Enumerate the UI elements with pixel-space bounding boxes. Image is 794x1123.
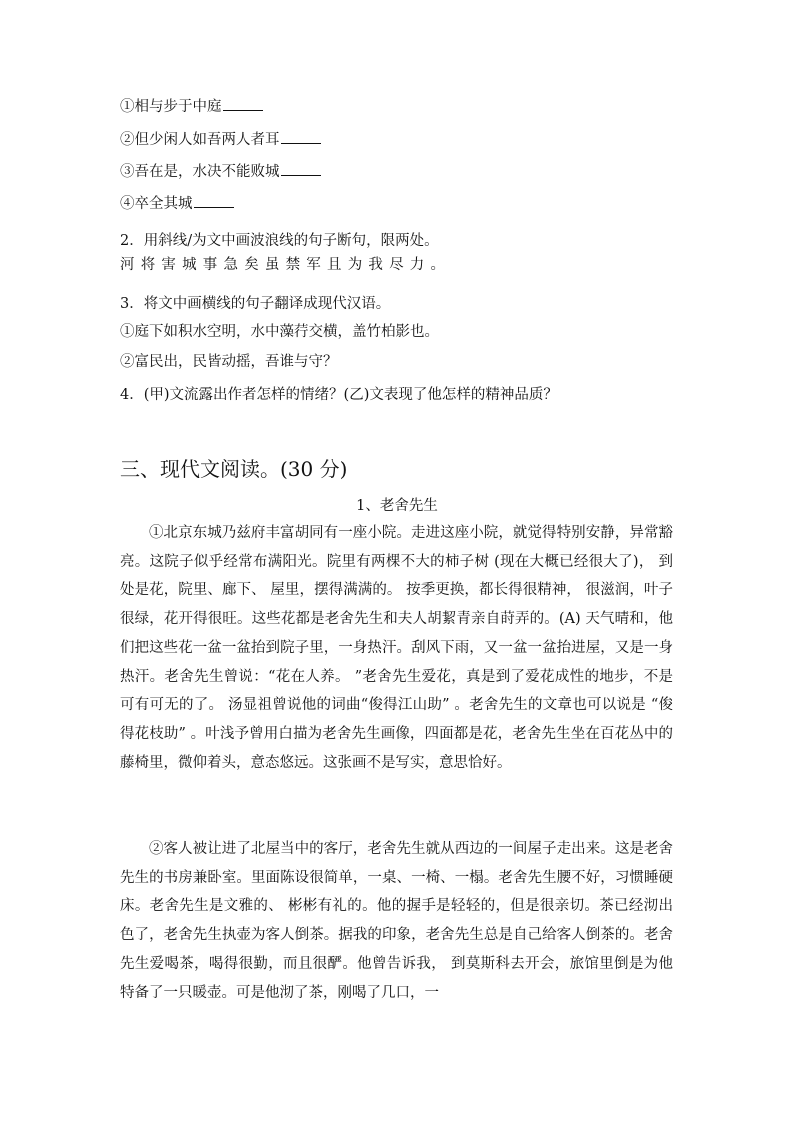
article-paragraph-2: ②客人被让进了北屋当中的客厅，老舍先生就从西边的一间屋子走出来。这是老舍先生的书房兼卧室。里面陈设很简单，一桌、一椅、一榻。老舍先生腰不好，习惯睡硬床。老舍先生是文雅的、 彬彬有礼的。他的握手是轻轻的，但是很亲切。茶已经沏出色了，老舍先生执壶为客人倒茶。据我的印象，老舍先生总是自己给客人倒茶的。老舍先生爱喝茶，喝得很勤，而且很酽。他曾告诉我， 到莫斯科去开会，旅馆里倒是为他特备了一只暖壶。可是他沏了茶，刚喝了几口，一 bbox=[120, 841, 673, 1001]
q2-sentence: 河将害城事急矣虽禁军且为我尽力。 bbox=[120, 257, 452, 273]
section-heading: 三、现代文阅读。(30 分) bbox=[120, 457, 348, 481]
q4-prompt: 4．(甲)文流露出作者怎样的情绪？(乙)文表现了他怎样的精神品质？ bbox=[120, 387, 558, 403]
q3-item-1: ①庭下如积水空明，水中藻荇交横，盖竹柏影也。 bbox=[120, 324, 439, 340]
q1-item-4-text: ④卒全其城 bbox=[120, 196, 193, 212]
q1-item-2-text: ②但少闲人如吾两人者耳 bbox=[120, 132, 280, 148]
article-title: 1、老舍先生 bbox=[356, 498, 438, 514]
q1-item-4 bbox=[120, 193, 234, 214]
q3-prompt: 3．将文中画横线的句子翻译成现代汉语。 bbox=[120, 296, 391, 312]
q1-item-3 bbox=[120, 161, 321, 182]
answer-blank bbox=[281, 161, 321, 176]
article-paragraph-1: ①北京东城乃兹府丰富胡同有一座小院。走进这座小院，就觉得特别安静，异常豁亮。这院子似乎经常布满阳光。院里有两棵不大的柿子树 (现在大概已经很大了)， 到处是花，院里、廊下、 屋里，摆得满满的。 按季更换，都长得很精神， 很滋润，叶子很绿，花开得很旺。这些花都是老舍先生和夫人胡絜青亲自莳弄的。(A) 天气晴和，他们把这些花一盆一盆抬到院子里，一身热汗。刮风下雨，又一盆一盆抬进屋，又是一身热汗。老舍先生曾说：“花在人养。 ”老舍先生爱花，真是到了爱花成性的地步，不是可有可无的了。 汤显祖曾说他的词曲“俊得江山助” 。老舍先生的文章也可以说是 “俊得花枝助” 。叶浅予曾用白描为老舍先生画像，四面都是花，老舍先生坐在百花丛中的藤椅里，微仰着头，意态悠远。这张画不是写实，意思恰好。 bbox=[120, 525, 673, 771]
answer-blank bbox=[281, 129, 321, 144]
answer-blank bbox=[223, 96, 263, 111]
q1-item-1 bbox=[120, 96, 263, 117]
q1-item-3-text: ③吾在是，水决不能败城 bbox=[120, 164, 280, 180]
q1-item-1-text: ①相与步于中庭 bbox=[120, 99, 222, 115]
q3-item-2: ②富民出，民皆动摇，吾谁与守？ bbox=[120, 354, 338, 370]
q1-item-2 bbox=[120, 129, 321, 150]
q2-prompt: 2．用斜线/为文中画波浪线的句子断句，限两处。 bbox=[120, 233, 439, 249]
answer-blank bbox=[194, 193, 234, 208]
